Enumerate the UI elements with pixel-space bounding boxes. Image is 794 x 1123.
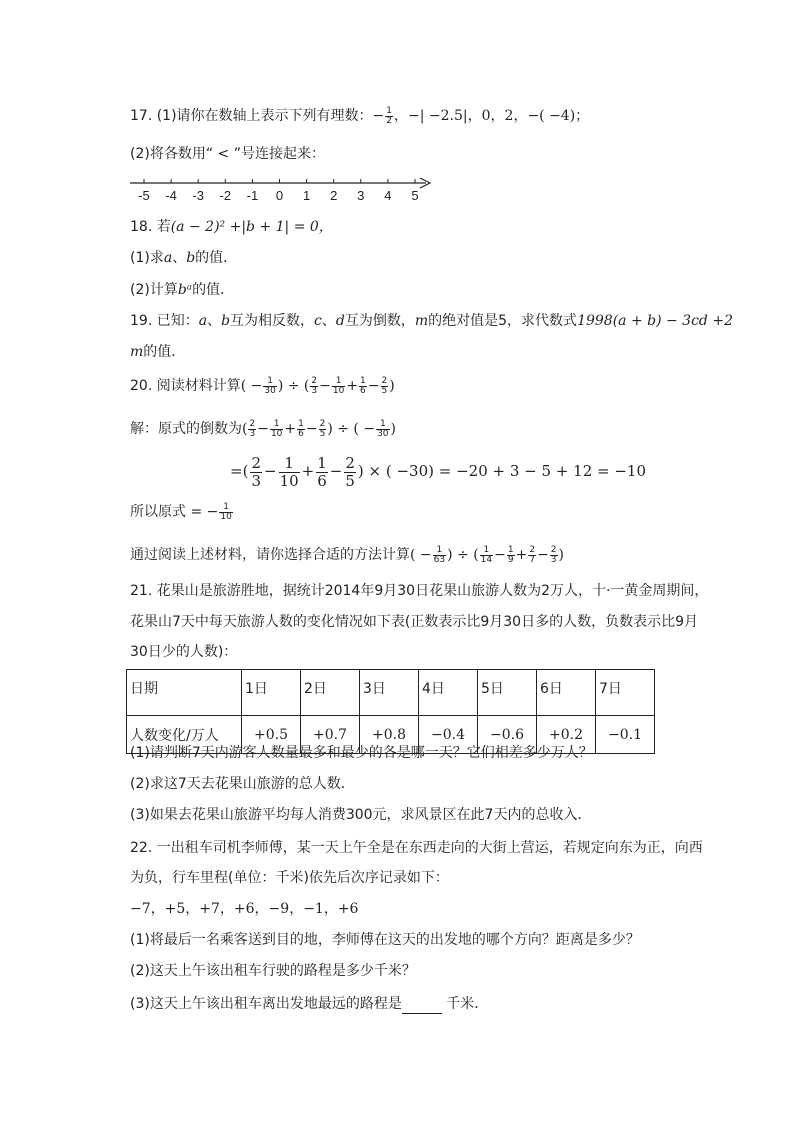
q22-line2: 为负，行车里程(单位：千米)依先后次序记录如下： xyxy=(130,870,449,886)
fraction: $\frac{2}{3}$ xyxy=(550,544,557,565)
fraction: $\frac{2}{3}$ xyxy=(249,418,256,439)
table-header-day: 3日 xyxy=(360,670,419,716)
number-line-label: 2 xyxy=(330,188,338,203)
q18-stem: 18. 若(a − 2)² +|b + 1| = 0， xyxy=(130,219,333,235)
answer-blank[interactable] xyxy=(402,999,442,1014)
q21-part1: (1)请判断7天内游客人数量最多和最少的各是哪一天？它们相差多少万人？ xyxy=(130,745,593,761)
q19-line2: m的值． xyxy=(130,344,186,360)
tourist-change-table xyxy=(126,669,655,754)
fraction: $\frac{2}{3}$ xyxy=(311,375,318,396)
fraction: $\frac{2}{5}$ xyxy=(319,418,326,439)
fraction: $\frac{1}{14}$ xyxy=(480,544,493,565)
table-header-day: 2日 xyxy=(301,670,360,716)
table-header-day: 7日 xyxy=(596,670,655,716)
q20-solution: 解：原式的倒数为( $\frac{2}{3}$ − $\frac{1}{10}$ + $\frac{1}{6}$ − $\frac{2}{5}$ ) ÷ ( − $\frac{1}{30}$ ) xyxy=(130,418,396,439)
q17-part2: (2)将各数用“ < ”号连接起来： xyxy=(130,146,325,162)
fraction: $\frac{1}{6}$ xyxy=(298,418,304,439)
number-line-label: 5 xyxy=(411,188,419,203)
q17-part1: 17. (1)请你在数轴上表示下列有理数：− $\frac{1}{2}$ ，−| −2.5|，0，2，−( −4)； xyxy=(130,105,590,126)
fraction: $\frac{1}{10}$ xyxy=(332,375,345,396)
fraction: $\frac{1}{10}$ xyxy=(270,418,283,439)
q19-line1: 19. 已知：a、b互为相反数，c、d互为倒数，m的绝对值是5，求代数式1998(a + b) − 3cd +2 xyxy=(130,313,733,329)
q18-part1: (1)求a、b的值． xyxy=(130,250,238,266)
table-row-header xyxy=(127,670,655,716)
table-cell: −0.6 xyxy=(478,716,537,754)
fraction: $\frac{1}{63}$ xyxy=(433,544,446,565)
fraction: $\frac{1}{9}$ xyxy=(507,544,514,565)
q21-line3: 30日少的人数)： xyxy=(130,644,238,660)
q22-records: −7，+5，+7，+6，−9，−1，+6 xyxy=(130,901,359,917)
number-line-label: 1 xyxy=(302,188,311,203)
q20-calculation: =( $\frac{2}{3}$ − $\frac{1}{10}$ + $\frac{1}{6}$ − $\frac{2}{5}$ ) × ( −30) = −20 + 3 − 5 + 12 = −10 xyxy=(230,453,646,490)
number-line-label: -1 xyxy=(246,188,259,203)
fraction-half: $\frac{1}{2}$ xyxy=(386,105,393,126)
fraction: $\frac{1}{6}$ xyxy=(317,453,327,490)
table-row-label: 人数变化/万人 xyxy=(127,716,242,754)
table-cell: −0.1 xyxy=(596,716,655,754)
number-line-label: 3 xyxy=(357,188,365,203)
table-cell: +0.2 xyxy=(537,716,596,754)
fraction: $\frac{1}{6}$ xyxy=(360,375,366,396)
fraction: $\frac{2}{5}$ xyxy=(345,453,355,490)
fraction: $\frac{1}{10}$ xyxy=(279,453,299,490)
number-line xyxy=(128,172,438,206)
number-line-label: 4 xyxy=(384,188,392,203)
fraction: $\frac{1}{30}$ xyxy=(264,375,276,396)
table-header-day: 6日 xyxy=(537,670,596,716)
q20-result: 所以原式 = − $\frac{1}{10}$ xyxy=(130,501,232,522)
q20-apply: 通过阅读上述材料，请你选择合适的方法计算( − $\frac{1}{63}$ ) ÷ ( $\frac{1}{14}$ − $\frac{1}{9}$ + $\frac{2}{7}$ − $\frac{2}{3}$ ) xyxy=(130,544,564,565)
q22-part3: (3)这天上午该出租车离出发地最远的路程是 千米． xyxy=(130,996,489,1012)
q21-line2: 花果山7天中每天旅游人数的变化情况如下表(正数表示比9月30日多的人数，负数表示比9月 xyxy=(130,614,698,630)
number-line-label: -2 xyxy=(219,188,232,203)
table-header-label: 日期 xyxy=(127,670,242,716)
q22-line1: 22. 一出租车司机李师傅，某一天上午全是在东西走向的大街上营运，若规定向东为正，向西 xyxy=(130,840,703,856)
fraction: $\frac{1}{10}$ xyxy=(220,501,232,522)
table-header-day: 5日 xyxy=(478,670,537,716)
q21-line1: 21. 花果山是旅游胜地，据统计2014年9月30日花果山旅游人数为2万人，十·一黄金周期间， xyxy=(130,583,709,599)
q22-part2: (2)这天上午该出租车行驶的路程是多少千米？ xyxy=(130,963,416,979)
q18-part2: (2)计算bᵃ的值． xyxy=(130,282,235,298)
q21-part3: (3)如果去花果山旅游平均每人消费300元，求风景区在此7天内的总收入． xyxy=(130,807,592,823)
q20-title: 20. 阅读材料计算( − $\frac{1}{30}$ ) ÷ ( $\frac{2}{3}$ − $\frac{1}{10}$ + $\frac{1}{6}$ − $\frac{2}{5}$ ) xyxy=(130,375,395,396)
fraction: $\frac{2}{5}$ xyxy=(381,375,388,396)
table-header-day: 4日 xyxy=(419,670,478,716)
number-line-label: -5 xyxy=(138,188,150,203)
table-cell: +0.7 xyxy=(301,716,360,754)
number-line-label: -4 xyxy=(165,188,177,203)
table-header-day: 1日 xyxy=(242,670,301,716)
q22-part1: (1)将最后一名乘客送到目的地，李师傅在这天的出发地的哪个方向？距离是多少？ xyxy=(130,932,640,948)
number-line-label: 0 xyxy=(275,188,284,203)
table-cell: −0.4 xyxy=(419,716,478,754)
fraction: $\frac{1}{30}$ xyxy=(377,418,389,439)
table-cell: +0.5 xyxy=(242,716,301,754)
q21-part2: (2)求这7天去花果山旅游的总人数． xyxy=(130,776,355,792)
number-line-label: -3 xyxy=(192,188,204,203)
table-cell: +0.8 xyxy=(360,716,419,754)
fraction: $\frac{2}{3}$ xyxy=(251,453,261,490)
fraction: $\frac{2}{7}$ xyxy=(529,544,536,565)
